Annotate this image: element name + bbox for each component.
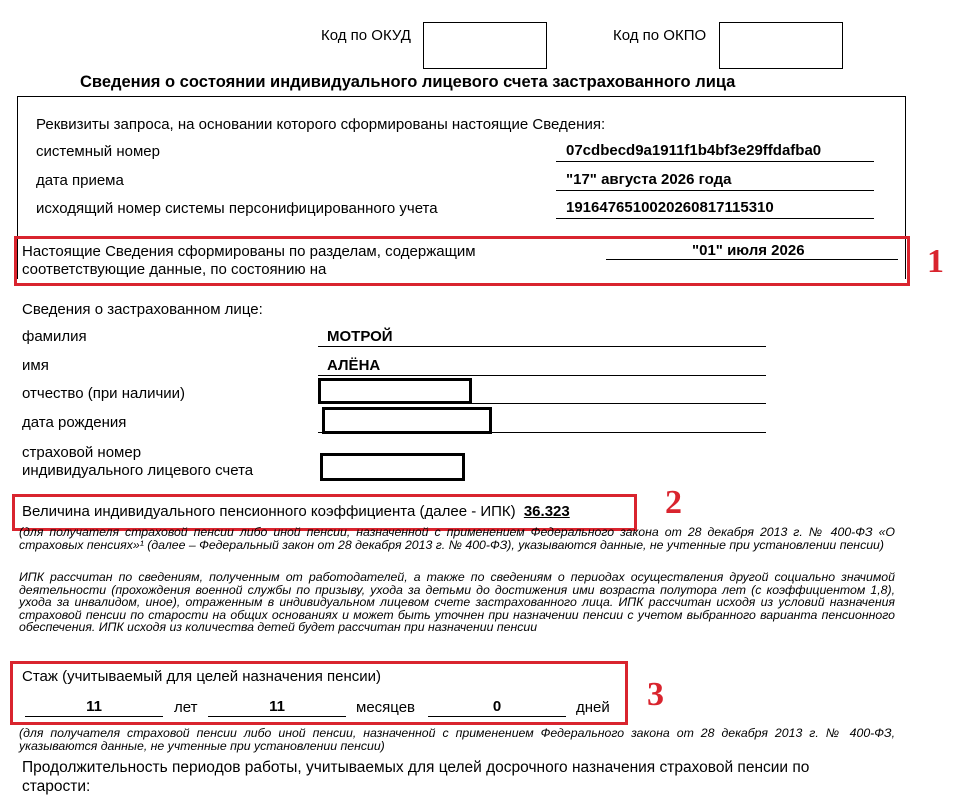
ipk-label-text: Величина индивидуального пенсионного коэффициента (далее - ИПК) (22, 503, 516, 520)
document-title: Сведения о состоянии индивидуального лицевого счета застрахованного лица (80, 73, 736, 91)
status-date: "01" июля 2026 (692, 242, 805, 259)
received-date-value: "17" августа 2026 года (566, 171, 732, 188)
marker-3: 3 (647, 676, 664, 713)
ipk-note-1: (для получателя страховой пенсии либо иной пенсии, назначенной с применением Федерального закона от 28 декабря 2013 г. № 400-ФЗ «О страховых пенсиях»¹ (далее – Федеральный закон от 28 декабря 2013 г. № 400-ФЗ), указываются данные, не учтенные при установлении пенсии) (19, 525, 895, 552)
stazh-note: (для получателя страховой пенсии либо иной пенсии, назначенной с применением Федерального закона от 28 декабря 2013 г. № 400-ФЗ, указываются данные, не учтенные при установлении пенсии) (19, 726, 895, 753)
periods-text (22, 758, 809, 796)
received-date-label: дата приема (36, 172, 124, 189)
ipk-note-2: ИПК рассчитан по сведениям, полученным от работодателей, а также по сведениям о периодах осуществления другой социально значимой деятельности (прохождения военной службы по призыву, ухода за детьми до достижения ими возраста полутора лет (с коэффициентом 1,8), ухода за инвалидом, иное), отраженным в индивидуальном лицевом счете застрахованного лица. ИПК рассчитан исходя из условий назначения страховой пенсии по старости на общих основаниях и может быть уточнен при назначении пенсии с учетом выбранного варианта пенсионного обеспечения. ИПК исходя из количества детей будет рассчитан при назначении пенсии (19, 570, 895, 634)
okud-field[interactable] (423, 22, 547, 69)
snils-label (22, 444, 253, 480)
person-heading: Сведения о застрахованном лице: (22, 301, 263, 318)
marker-1: 1 (927, 243, 944, 280)
birth-date-underline (318, 432, 766, 433)
highlight-frame-1 (14, 236, 910, 286)
stazh-months-value: 11 (269, 698, 285, 715)
stazh-months-label: месяцев (356, 699, 416, 716)
periods-line-1: Продолжительность периодов работы, учитываемых для целей досрочного назначения страховой пенсии по (22, 759, 810, 776)
name-label: имя (22, 357, 49, 374)
periods-line-2: старости: (22, 778, 91, 795)
request-heading: Реквизиты запроса, на основании которого сформированы настоящие Сведения: (36, 116, 606, 133)
outgoing-number-underline (556, 218, 874, 219)
system-number-value: 07cdbecd9a1911f1b4bf3e29ffdafba0 (566, 142, 822, 159)
status-line-2: соответствующие данные, по состоянию на (22, 261, 327, 278)
patronymic-redaction (318, 378, 472, 404)
stazh-months-underline (208, 716, 346, 717)
stazh-years-label: лет (174, 699, 198, 716)
snils-redaction (320, 453, 465, 481)
okpo-field[interactable] (719, 22, 843, 69)
system-number-label: системный номер (36, 143, 160, 160)
name-value: АЛЁНА (327, 357, 381, 374)
snils-label-line-1: страховой номер (22, 444, 142, 461)
patronymic-label: отчество (при наличии) (22, 385, 186, 402)
outgoing-number-label: исходящий номер системы персонифицированного учета (36, 200, 438, 217)
stazh-days-underline (428, 716, 566, 717)
stazh-years-value: 11 (86, 698, 102, 715)
ipk-value: 36.323 (523, 503, 570, 520)
stazh-days-label: дней (576, 699, 610, 716)
status-line-1: Настоящие Сведения сформированы по разделам, содержащим (22, 243, 476, 260)
surname-underline (318, 346, 766, 347)
okud-label: Код по ОКУД (321, 27, 411, 44)
birth-date-label: дата рождения (22, 414, 127, 431)
received-date-underline (556, 190, 874, 191)
okpo-label: Код по ОКПО (613, 27, 707, 44)
stazh-label: Стаж (учитываемый для целей назначения пенсии) (22, 668, 381, 685)
snils-label-line-2: индивидуального лицевого счета (22, 462, 254, 479)
stazh-days-value: 0 (492, 698, 502, 715)
stazh-years-underline (25, 716, 163, 717)
marker-2: 2 (665, 484, 682, 521)
surname-label: фамилия (22, 328, 87, 345)
birth-date-redaction (322, 407, 492, 434)
name-underline (318, 375, 766, 376)
system-number-underline (556, 161, 874, 162)
surname-value: МОТРОЙ (327, 328, 393, 345)
outgoing-number-value: 19164765100202608171153​10 (566, 199, 774, 216)
patronymic-underline (318, 403, 766, 404)
